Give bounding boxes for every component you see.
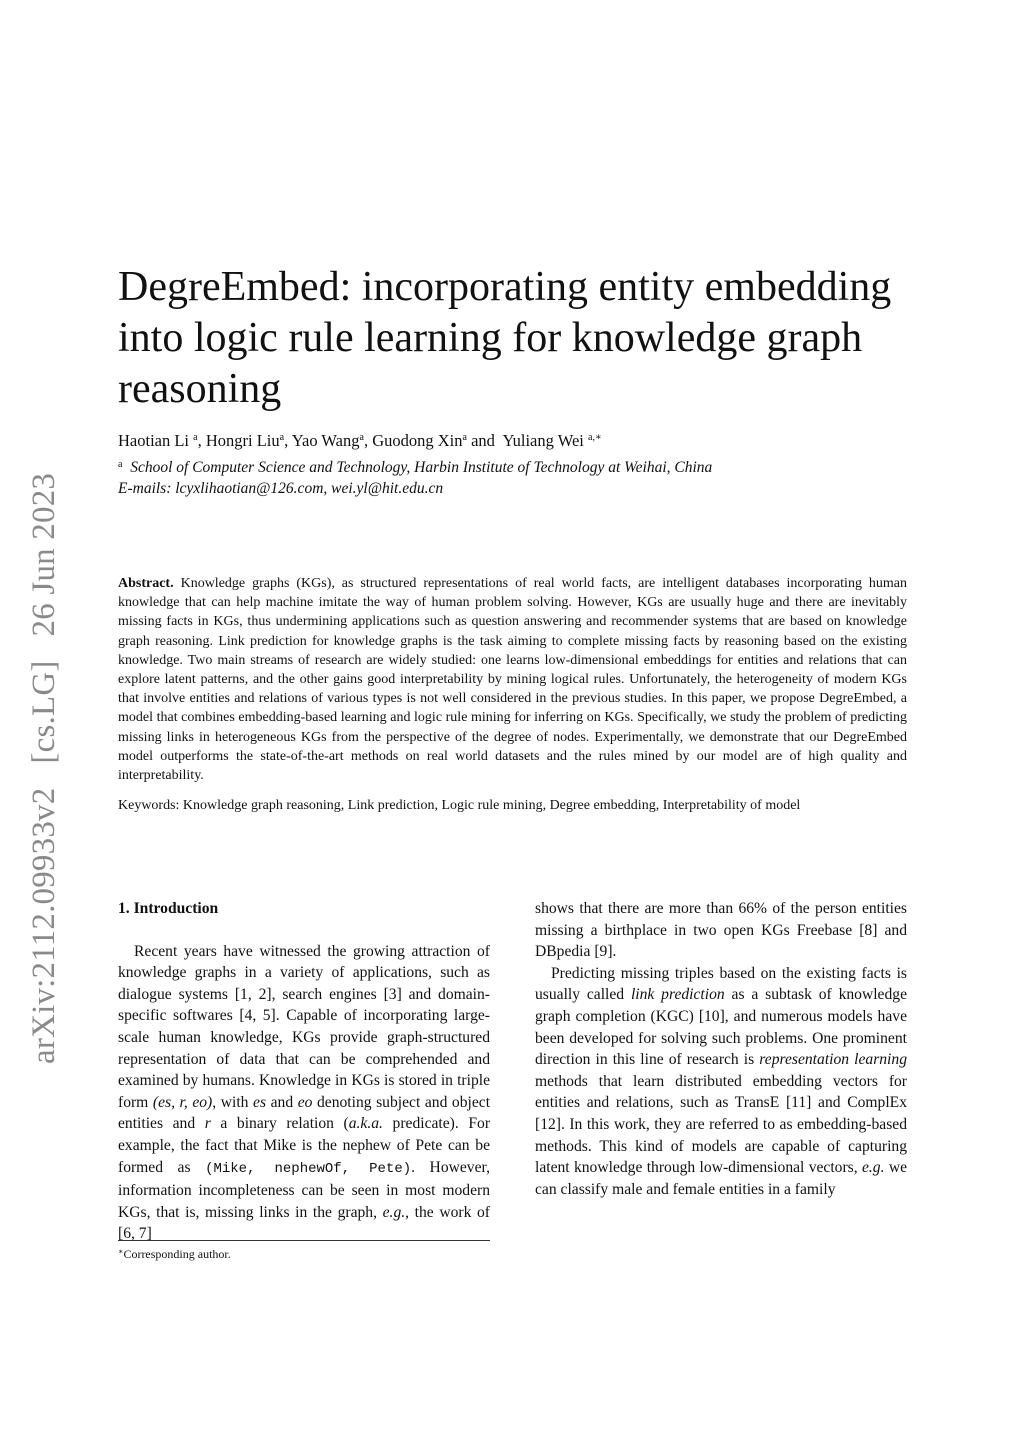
arxiv-category: [cs.LG] xyxy=(26,660,62,764)
section-heading: 1. Introduction xyxy=(118,900,219,917)
author-connector: and xyxy=(471,431,495,450)
intro-paragraph-2 xyxy=(535,963,907,1201)
text-run: . However, information incompleteness can be seen in most modern KGs, that is, missing links in the graph, xyxy=(118,1158,490,1221)
author-list: Haotian Li $^a$, Hongri Liu$^a$, Yao Wang$^a$, Guodong Xin$^a$ and Yuliang Wei $^{a,∗}$ xyxy=(118,431,602,450)
text-run: denoting subject and object entities and xyxy=(118,1093,491,1133)
footnote-text: Corresponding author. xyxy=(123,1247,231,1261)
affiliation-mark: a xyxy=(118,459,123,470)
author-name: Yao Wang xyxy=(291,431,360,450)
text-run: , with xyxy=(212,1093,254,1111)
text-run: and xyxy=(266,1093,298,1111)
triple-math: (es, r, eo) xyxy=(152,1093,213,1111)
abstract xyxy=(118,574,907,785)
intro-paragraph-continued: shows that there are more than 66% of the person entities missing a birthplace in two open KGs Freebase [8] and DBpedia [9]. xyxy=(535,900,907,961)
text-run: Predicting missing triples based on the existing facts is usually called xyxy=(535,964,907,1004)
abstract-text: Knowledge graphs (KGs), as structured representations of real world facts, are intelligent databases incorporating human knowledge that can help machine imitate the way of human problem solving. However, KGs are usually huge and there are inevitably missing facts in KGs, thus undermining applications such as question answering and recommender systems that are based on knowledge graph reasoning. Link prediction for knowledge graphs is the task aiming to complete missing facts by reasoning based on the existing knowledge. Two main streams of research are widely studied: one learns low-dimensional embeddings for entities and relations that can explore latent patterns, and the other gains good interpretability by mining logical rules. Unfortunately, the heterogeneity of modern KGs that involve entities and relations of various types is not well considered in the previous studies. In this paper, we propose DegreEmbed, a model that combines embedding-based learning and logic rule mining for inferring on KGs. Specifically, we study the problem of predicting missing links in heterogeneous KGs from the perspective of the degree of nodes. Experimentally, we demonstrate that our DegreEmbed model outperforms the state-of-the-art methods on real world datasets and the rules mined by our model are of high quality and interpretability. xyxy=(118,576,908,784)
arxiv-stamp xyxy=(26,444,63,1064)
right-column xyxy=(535,898,907,1200)
footnote xyxy=(118,1246,490,1262)
author-mark: a xyxy=(462,432,467,443)
eg-abbrev: e.g. xyxy=(861,1159,885,1177)
abstract-label: Abstract. xyxy=(118,576,174,591)
math-eo: eo xyxy=(297,1093,313,1111)
arxiv-date: 26 Jun 2023 xyxy=(26,472,62,637)
term-link-prediction: link prediction xyxy=(630,986,725,1004)
author-name: Haotian Li xyxy=(118,431,190,450)
left-column xyxy=(118,898,490,1245)
affiliation xyxy=(118,457,918,478)
paper-title: DegreEmbed: incorporating entity embedding into logic rule learning for knowledge graph reasoning xyxy=(118,264,892,412)
text-run: a binary relation ( xyxy=(210,1115,349,1133)
term-representation-learning: representation learning xyxy=(759,1051,907,1069)
keywords: Keywords: Knowledge graph reasoning, Link prediction, Logic rule mining, Degree embedding, Interpretability of model xyxy=(118,798,801,813)
author-mark: a xyxy=(359,432,364,443)
text-run: as a subtask of knowledge graph completion (KGC) [10], and numerous models have been developed for solving such problems. One prominent direction in this line of research is xyxy=(535,986,907,1069)
author-mark: a,∗ xyxy=(588,432,602,443)
author-name: Hongri Liu xyxy=(205,431,280,450)
author-mark: a xyxy=(193,432,198,443)
email-line: E-mails: lcyxlihaotian@126.com, wei.yl@hit.edu.cn xyxy=(118,480,444,497)
text-run: we can classify male and female entities in a family xyxy=(535,1159,907,1198)
math-es: es xyxy=(253,1093,267,1111)
eg-abbrev: e.g. xyxy=(382,1203,406,1221)
text-run: , the work of [6, 7] xyxy=(118,1203,491,1243)
text-run: predicate). For example, the fact that Mike is the nephew of Pete can be formed as xyxy=(118,1115,491,1176)
example-triple: (Mike, nephewOf, Pete) xyxy=(205,1160,412,1177)
author-name: Guodong Xin xyxy=(372,431,463,450)
footnote-rule xyxy=(118,1240,490,1241)
intro-paragraph-1 xyxy=(118,941,490,1245)
text-run: methods that learn distributed embedding vectors for entities and relations, such as TransE [11] and ComplEx [12]. In this work, they are referred to as embedding-based methods. This kind of models are capable of capturing latent knowledge through low-dimensional vectors, xyxy=(535,1072,907,1177)
aka-abbrev: a.k.a. xyxy=(348,1115,383,1133)
math-r: r xyxy=(204,1115,211,1133)
affiliation-text: School of Computer Science and Technology, Harbin Institute of Technology at Weihai, China xyxy=(130,459,713,476)
author-name: Yuliang Wei xyxy=(502,431,584,450)
text-run: Recent years have witnessed the growing attraction of knowledge graphs in a variety of applications, such as dialogue systems [1, 2], search engines [3] and domain-specific softwares [4, 5]. Capable of incorporating large-scale human knowledge, KGs provide graph-structured representation of data that can be comprehended and examined by humans. Knowledge in KGs is stored in triple form xyxy=(118,942,490,1111)
arxiv-id: arXiv:2112.09933v2 xyxy=(26,787,62,1064)
footnote-mark: ∗ xyxy=(118,1247,124,1256)
author-mark: a xyxy=(279,432,285,443)
